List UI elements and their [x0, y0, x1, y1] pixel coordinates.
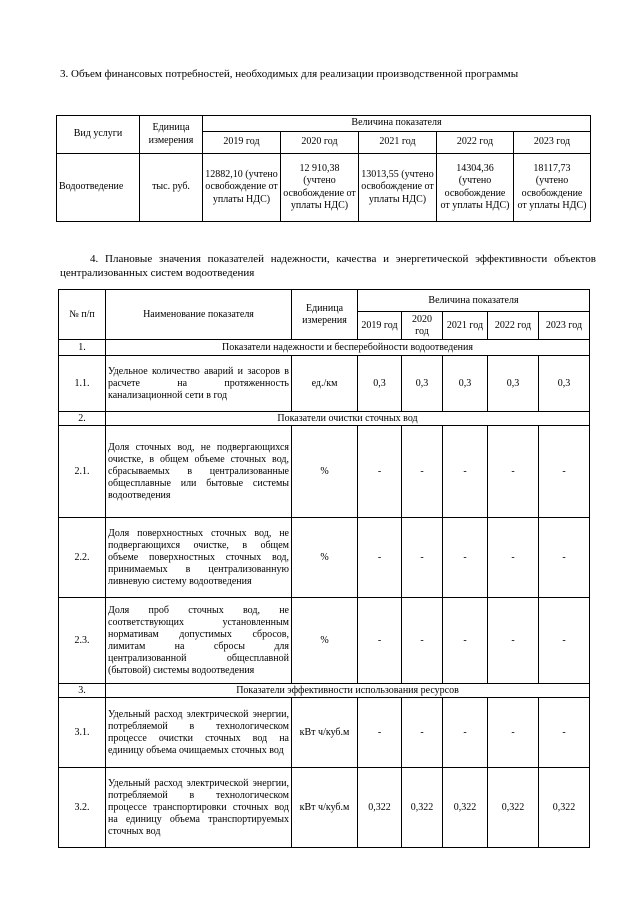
value-cell: - — [443, 518, 488, 598]
value-cell: 0,322 — [402, 768, 443, 848]
section3-heading: 3. Объем финансовых потребностей, необходимых для реализации производственной программы — [60, 68, 519, 80]
value-cell: - — [443, 426, 488, 518]
indicator-unit: кВт ч/куб.м — [292, 698, 358, 768]
group-row — [59, 684, 590, 698]
indicator-name: Удельный расход электрической энергии, потребляемой в технологическом процессе очистки сточных вод на единицу объема очищаемых сточных вод — [106, 698, 292, 768]
value-cell: - — [402, 598, 443, 684]
indicator-name: Доля поверхностных сточных вод, не подвергающихся очистке, в общем объеме поверхностных сточных вод, принимаемых в централизованную ливневую систему водоотведения — [106, 518, 292, 598]
group-row — [59, 340, 590, 356]
value-cell: 0,322 — [539, 768, 590, 848]
value-cell: 0,3 — [488, 356, 539, 412]
year-header: 2020 год — [402, 312, 443, 340]
year-header: 2020 год — [281, 132, 359, 154]
table-row — [59, 598, 590, 684]
col-unit-header: Единица измерения — [140, 116, 203, 154]
value-cell: - — [402, 426, 443, 518]
value-cell: 0,322 — [443, 768, 488, 848]
year-header: 2021 год — [443, 312, 488, 340]
value-cell: - — [358, 698, 402, 768]
table-row — [59, 356, 590, 412]
year-header: 2019 год — [358, 312, 402, 340]
group-title: Показатели надежности и бесперебойности водоотведения — [106, 340, 590, 356]
row-number: 1. — [59, 340, 106, 356]
col-unit-header: Единица измерения — [292, 290, 358, 340]
value-cell: - — [402, 698, 443, 768]
indicator-name: Доля проб сточных вод, не соответствующих установленным нормативам допустимых сбросов, лимитам на сбросы для централизованной общесплавной (бытовой) системы водоотведения — [106, 598, 292, 684]
year-header: 2023 год — [514, 132, 591, 154]
indicator-unit: % — [292, 518, 358, 598]
value-cell: 0,322 — [358, 768, 402, 848]
row-number: 2.3. — [59, 598, 106, 684]
group-row — [59, 412, 590, 426]
row-number: 2.1. — [59, 426, 106, 518]
row-number: 2. — [59, 412, 106, 426]
indicator-unit: ед./км — [292, 356, 358, 412]
indicator-name: Доля сточных вод, не подвергающихся очистке, в общем объеме сточных вод, сбрасываемых в централизованные общесплавные или бытовые системы водоотведения — [106, 426, 292, 518]
table-row — [59, 698, 590, 768]
service-name: Водоотведение — [57, 154, 140, 222]
row-number: 3.1. — [59, 698, 106, 768]
col-name-header: Наименование показателя — [106, 290, 292, 340]
col-value-header: Величина показателя — [358, 290, 590, 312]
value-cell: - — [539, 698, 590, 768]
value-cell: - — [402, 518, 443, 598]
value-cell: - — [358, 598, 402, 684]
value-cell: 0,3 — [443, 356, 488, 412]
value-cell: - — [358, 518, 402, 598]
value-cell: - — [539, 426, 590, 518]
value-cell: - — [539, 598, 590, 684]
group-title: Показатели очистки сточных вод — [106, 412, 590, 426]
value-cell: - — [443, 698, 488, 768]
indicator-name: Удельное количество аварий и засоров в расчете на протяженность канализационной сети в год — [106, 356, 292, 412]
col-num-header: № п/п — [59, 290, 106, 340]
value-cell: - — [443, 598, 488, 684]
service-unit: тыс. руб. — [140, 154, 203, 222]
value-cell: 13013,55 (учтено освобождение от уплаты НДС) — [359, 154, 437, 222]
value-cell: 12 910,38 (учтено освобождение от уплаты НДС) — [281, 154, 359, 222]
indicator-name: Удельный расход электрической энергии, потребляемой в технологическом процессе транспортировки сточных вод на единицу объема транспортируемых сточных вод — [106, 768, 292, 848]
indicator-unit: % — [292, 426, 358, 518]
table-row — [59, 768, 590, 848]
year-header: 2021 год — [359, 132, 437, 154]
section4-heading: 4. Плановые значения показателей надежности, качества и энергетической эффективности объектов централизованных систем водоотведения — [60, 253, 596, 279]
indicator-unit: % — [292, 598, 358, 684]
table-row — [59, 518, 590, 598]
value-cell: 14304,36 (учтено освобождение от уплаты НДС) — [437, 154, 514, 222]
financial-needs-table — [56, 115, 591, 222]
value-cell: 0,3 — [539, 356, 590, 412]
value-cell: 12882,10 (учтено освобождение от уплаты НДС) — [203, 154, 281, 222]
value-cell: 0,322 — [488, 768, 539, 848]
value-cell: 0,3 — [402, 356, 443, 412]
indicator-unit: кВт ч/куб.м — [292, 768, 358, 848]
year-header: 2022 год — [488, 312, 539, 340]
col-service-header: Вид услуги — [57, 116, 140, 154]
value-cell: 0,3 — [358, 356, 402, 412]
value-cell: - — [488, 518, 539, 598]
indicators-table — [58, 289, 590, 848]
row-number: 1.1. — [59, 356, 106, 412]
group-title: Показатели эффективности использования ресурсов — [106, 684, 590, 698]
value-cell: - — [488, 598, 539, 684]
year-header: 2023 год — [539, 312, 590, 340]
value-cell: - — [358, 426, 402, 518]
value-cell: 18117,73 (учтено освобождение от уплаты НДС) — [514, 154, 591, 222]
col-value-header: Величина показателя — [203, 116, 591, 132]
row-number: 3.2. — [59, 768, 106, 848]
value-cell: - — [488, 698, 539, 768]
row-number: 3. — [59, 684, 106, 698]
value-cell: - — [488, 426, 539, 518]
row-number: 2.2. — [59, 518, 106, 598]
value-cell: - — [539, 518, 590, 598]
table-row — [59, 426, 590, 518]
year-header: 2022 год — [437, 132, 514, 154]
year-header: 2019 год — [203, 132, 281, 154]
